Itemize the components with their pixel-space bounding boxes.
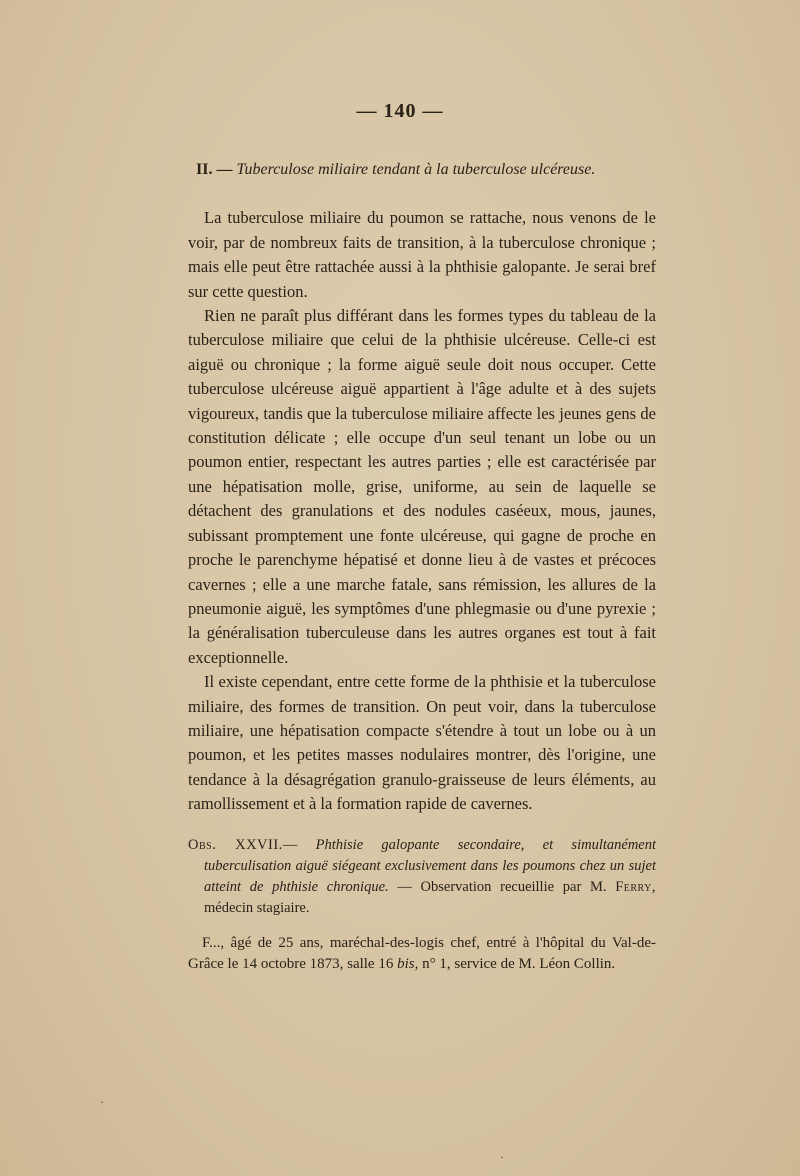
- paragraph-3: Il existe cependant, entre cette forme de la phthisie et la tuberculose miliaire, des formes de transition. On peut voir, dans la tuberculose miliaire, une hépatisation compacte s'étendre à tout un lobe ou à un poumon, et les petites masses nodulaires montrer, dès l'origine, une tendance à la désagrégation granulo-graisseuse de leurs éléments, au ramollissement et à la formation rapide de cavernes.: [188, 672, 656, 814]
- paper-speck: ·: [500, 1150, 504, 1164]
- observation-author: Ferry,: [615, 878, 657, 895]
- paragraph-2: Rien ne paraît plus différant dans les formes types du tableau de la tuberculose miliaire que celui de la phthisie ulcéreuse. Celle-ci est aiguë ou chronique ; la forme aiguë seule doit nous occuper. Cette tuberculose ulcéreuse aiguë appartient à l'âge adulte et à des sujets vigoureux, tandis que la tuberculose miliaire affecte les jeunes gens de constitution délicate ; elle occupe d'un seul tenant un lobe ou un poumon entier, respectant les autres parties ; elle est caractérisée par une hépatisation molle, grise, uniforme, au sein de laquelle se détachent des granulations et des nodules caséeux, mous, jaunes, subissant promptement une fonte ulcéreuse, qui gagne de proche en proche le parenchyme hépatisé et donne lieu à de vastes et précoces cavernes ; elle a une marche fatale, sans rémission, les allures de la pneumonie aiguë, les symptômes d'une phlegmasie ou d'une pyrexie ; la généralisation tuberculeuse dans les autres organes est tout à fait exceptionnelle.: [188, 306, 656, 667]
- paragraph-1: La tuberculose miliaire du poumon se rattache, nous venons de le voir, par de nombreux faits de transition, à la tuberculose chronique ; mais elle peut être rattachée aussi à la phthisie galopante. Je serai bref sur cette question.: [188, 208, 656, 301]
- paper-speck: ·: [100, 1095, 104, 1109]
- observation-role: médecin stagiaire.: [204, 899, 310, 916]
- section-number: II. —: [196, 161, 233, 178]
- observation-source: — Observation recueillie par M.: [397, 878, 607, 895]
- case-intro: [188, 933, 656, 975]
- case-bis: bis,: [397, 955, 419, 972]
- observation-heading: [188, 835, 656, 919]
- case-text-a: F..., âgé de 25 ans, maréchal-des-logis chef, entré à l'hôpital du Val-de-Grâce le 14 octobre 1873, salle 16: [188, 934, 656, 972]
- page-number: — 140 —: [356, 100, 444, 122]
- observation-label: Obs. XXVII.: [188, 836, 283, 853]
- text-block: [188, 158, 656, 975]
- section-title: Tuberculose miliaire tendant à la tuberculose ulcéreuse.: [236, 161, 596, 178]
- observation-title: Phthisie galopante secondaire, et simultanément tuberculisation aiguë siégeant exclusivement dans les poumons chez un sujet atteint de phthisie chronique.: [204, 836, 657, 895]
- case-text-b: n° 1, service de M. Léon Collin.: [422, 955, 616, 972]
- section-heading: [196, 158, 656, 182]
- observation-dash: —: [282, 836, 298, 853]
